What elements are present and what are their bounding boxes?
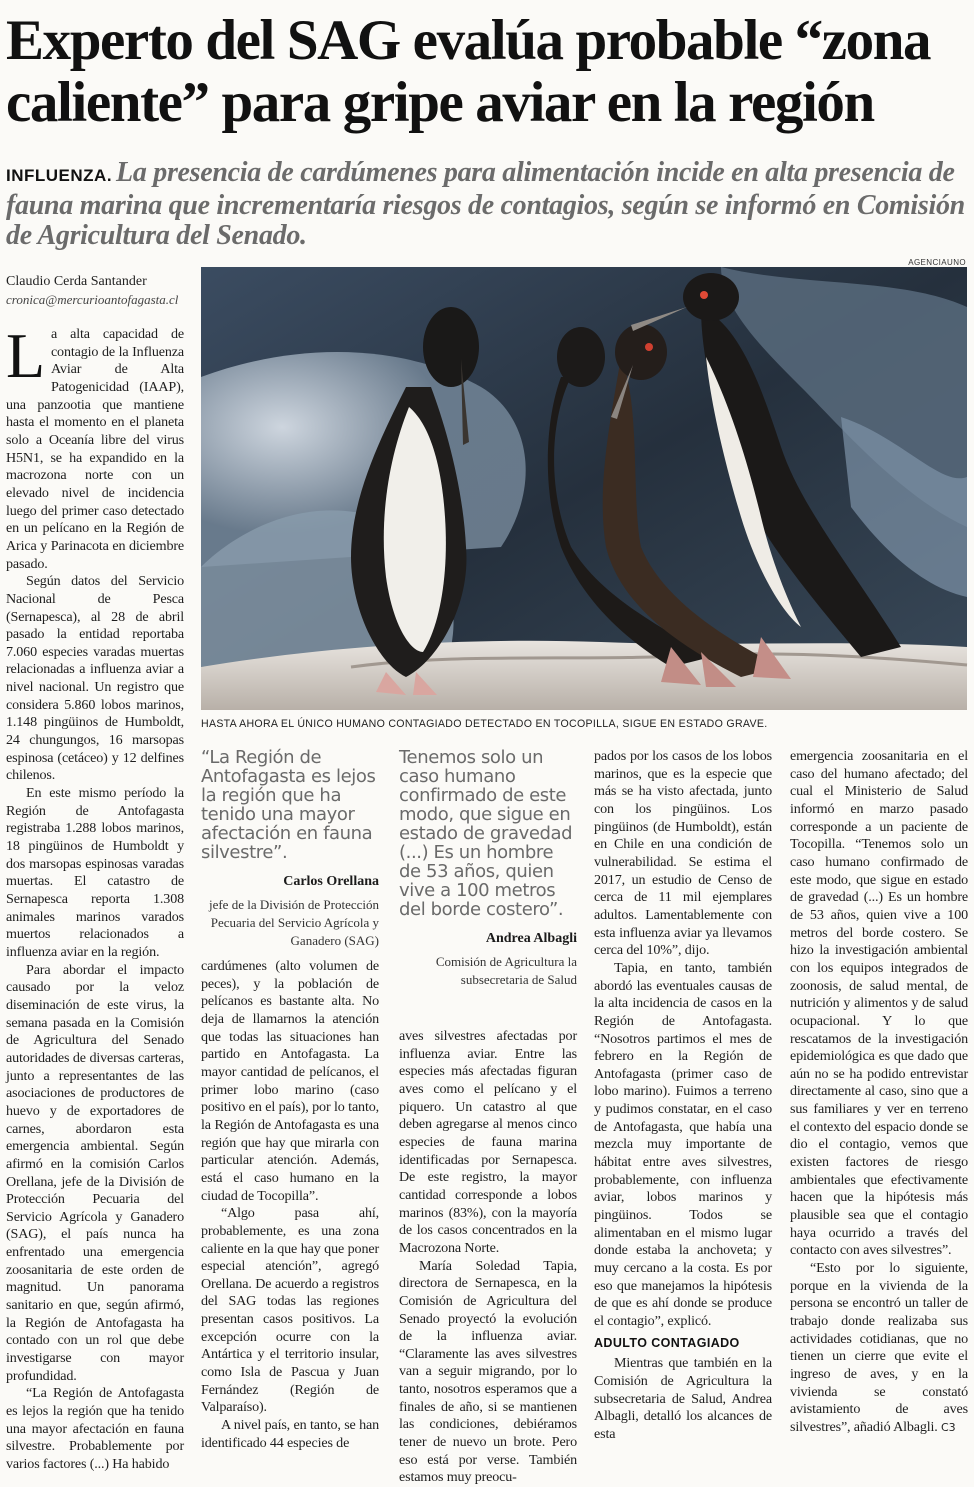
- article-column-2: [201, 958, 379, 1454]
- author-email[interactable]: cronica@mercurioantofagasta.cl: [6, 292, 179, 307]
- pull-quote-role: Comisión de Agricultura la subsecretaria de Salud: [435, 954, 577, 987]
- deck-text: La presencia de cardúmenes para alimentación incide en alta presencia de fauna marina que incrementaría riesgos de contagios, según se informó en Comisión de Agricultura del Senado.: [6, 157, 965, 251]
- paragraph: Para abordar el impacto causado por la veloz diseminación de este virus, la semana pasada en la Comisión de Agricultura del Senado autoridades de diversas carteras, junto a representantes de las asociaciones de productores de huevo y de exportadores de carnes, abordaron esta emergencia ambiental. Según afirmó en la comisión Carlos Orellana, jefe de la División de Protección Pecuaria del Servicio Agrícola y Ganadero (SAG), el país nunca ha enfrentado una emergencia zoosanitaria de este orden de magnitud. Un panorama sanitario en que, según afirmó, la Región de Antofagasta ha contado con un rol que debe investigarse con mayor profundidad.: [6, 961, 184, 1384]
- author-name: Claudio Cerda Santander: [6, 274, 147, 289]
- pull-quote-2: [399, 748, 577, 989]
- pull-quote-text: “La Región de Antofagasta es lejos la región que ha tenido una mayor afectación en fauna silvestre”.: [201, 747, 376, 863]
- pull-quote-name: Andrea Albagli: [485, 931, 577, 946]
- paragraph: A nivel país, en tanto, se han identificado 44 especies de: [201, 1417, 379, 1451]
- deck: [6, 158, 968, 251]
- cormorant-photo: [201, 267, 967, 710]
- paragraph: “Algo pasa ahí, probablemente, es una zona caliente en la que hay que poner especial atención”, agregó Orellana. De acuerdo a registros del SAG todas las regiones presentan casos positivos. La excepción ocurre con la Antártica y el territorio insular, como Isla de Pascua y Juan Fernández (Región de Valparaíso).: [201, 1205, 379, 1416]
- headline: Experto del SAG evalúa probable “zona caliente” para gripe aviar en la región: [6, 9, 931, 134]
- article-column-4: [594, 748, 772, 1454]
- photo-credit: AGENCIAUNO: [908, 258, 966, 267]
- kicker: INFLUENZA.: [6, 166, 113, 185]
- pull-quote-role: jefe de la División de Protección Pecuaria del Servicio Agrícola y Ganadero (SAG): [208, 897, 379, 948]
- pull-quote-name: Carlos Orellana: [283, 874, 379, 889]
- paragraph: emergencia zoosanitaria en el caso del humano afectado; del cual el Ministerio de Salud informó en marzo pasado corresponde a un paciente de Tocopilla. “Tenemos solo un caso humano confirmado de este modo, que sigue en estado de gravedad (...) Es un hombre de 53 años, quien vive a 100 metros del borde costero. Se hizo la investigación ambiental con los equipos integrados de zoonosis, de salud mental, de nutrición y alimentos y de salud ocupacional. Y lo que rescatamos de la investigación epidemiológica es que dado que aún no se ha podido entrevistar directamente al caso, sino que a sus familiares y ver en terreno el contexto del espacio donde se dio el contagio, vemos que existen factores de riesgo ambientales que efectivamente hacen que la hipótesis más plausible sea que el contagio haya ocurrido a través del contacto con aves silvestres”.: [790, 748, 968, 1259]
- paragraph: [6, 320, 184, 573]
- paragraph: Según datos del Servicio Nacional de Pesca (Sernapesca), al 28 de abril pasado la entidad reportaba 7.060 especies varadas muertas relacionadas a influenza aviar a nivel nacional. Un registro que considera 5.860 lobos marinos, 1.148 pingüinos de Humboldt, 24 chungungos, 16 marsopas espinosa (cetáceo) y 12 delfines chilenos.: [6, 573, 184, 784]
- paragraph: María Soledad Tapia, directora de Sernapesca, en la Comisión de Agricultura del Senado proyectó la evolución de la influenza aviar. “Claramente las aves silvestres van a seguir migrando, por lo tanto, nosotros esperamos que a finales de año, si se mantienen las condiciones, debiéramos tener de nuevo un brote. Pero eso está por verse. También estamos muy preocu-: [399, 1257, 577, 1486]
- paragraph: aves silvestres afectadas por influenza aviar. Entre las especies más afectadas figuran aves como el pelícano y el piquero. Un catastro al que deben agregarse al menos cinco especies de fauna marina identificadas por Sernapesca. De este registro, la mayor cantidad corresponde a lobos marinos (83%), con la mayoría de los casos concentrados en la Macrozona Norte.: [399, 1028, 577, 1256]
- birds-illustration: [201, 267, 967, 710]
- paragraph-text: “Esto por lo siguiente, porque en la vivienda de la persona se encontró un taller de trabajo donde realizaba sus actividades cotidianas, que no tienen un cierre que evite el ingreso de aves, y en la vivienda se constató avistamiento de aves silvestres”, añadió Albagli.: [790, 1260, 968, 1435]
- paragraph: pados por los casos de los lobos marinos, que es la especie que más se ha visto afectada, junto con los pingüinos. Los pingüinos (de Humboldt), están en Chile en una condición de vulnerabilidad. Se estima el 2017, un estudio de Censo de cerca de 11 mil ejemplares adultos. Lamentablemente con esta influenza aviar ya llevamos cerca del 10%”, dijo.: [594, 748, 772, 959]
- article-column-3: [399, 1028, 577, 1486]
- article-column-5: [790, 748, 968, 1454]
- paragraph: cardúmenes (alto volumen de peces), y la población de pelícanos es bastante alta. No deja de llamarnos la atención que todas las situaciones han partido en Antofagasta. La mayor cantidad de pelícanos, el primer lobo marino (caso positivo en el país), por lo tanto, la Región de Antofagasta es una región que hay que mirarla con particular atención. Además, está el caso humano en la ciudad de Tocopilla”.: [201, 958, 379, 1204]
- paragraph: Tapia, en tanto, también abordó las eventuales causas de la alta incidencia de casos en la Región de Antofagasta. “Nosotros partimos el mes de febrero en la Región de Antofagasta (primer caso de lobo marino). Fuimos a terreno y pudimos constatar, en el caso de Antofagasta, que había una mezcla muy importante de hábitat entre aves silvestres, probablemente, con influenza aviar, lobos marinos y pingüinos. Todos se alimentaban en el mismo lugar donde estaba la anchoveta; y muy cercano a la costa. Es por eso que manejamos la hipótesis de que es ahí donde se produce el contagio”, explicó.: [594, 959, 772, 1329]
- drop-cap: L: [6, 320, 45, 391]
- byline: [6, 273, 192, 309]
- pull-quote-text: Tenemos solo un caso humano confirmado de este modo, que sigue en estado de gravedad (...) Es un hombre de 53 años, quien vive a 100 metros del borde costero”.: [399, 747, 573, 920]
- pull-quote-1: [201, 748, 379, 950]
- paragraph: [790, 1260, 968, 1437]
- photo-caption: HASTA AHORA EL ÚNICO HUMANO CONTAGIADO DETECTADO EN TOCOPILLA, SIGUE EN ESTADO GRAVE.: [201, 718, 768, 730]
- end-mark: C3: [941, 1420, 956, 1434]
- paragraph-text: a alta capacidad de contagio de la Influenza Aviar de Alta Patogenicidad (IAAP), una panzootia que mantiene hasta el momento en el planeta solo a Oceanía libre del virus H5N1, se ha expandido en la macrozona norte con un elevado nivel de incidencia luego del primer caso detectado en un pelícano en la Región de Arica y Parinacota en diciembre pasado.: [6, 326, 184, 572]
- article-column-1: [6, 320, 184, 1472]
- paragraph: “La Región de Antofagasta es lejos la región que ha tenido una mayor afectación en fauna silvestre. Probablemente por varios factores (...) Ha habido: [6, 1385, 184, 1472]
- subhead: ADULTO CONTAGIADO: [594, 1335, 740, 1350]
- paragraph: Mientras que también en la Comisión de Agricultura la subsecretaria de Salud, Andrea Albagli, detalló los alcances de esta: [594, 1355, 772, 1442]
- paragraph: En este mismo período la Región de Antofagasta registraba 1.288 lobos marinos, 18 pingüinos de Humboldt y dos marsopas espinosas varadas muertas. El catastro de Sernapesca reporta 1.308 animales marinos varados muertos relacionados a influenza aviar en la región.: [6, 785, 184, 960]
